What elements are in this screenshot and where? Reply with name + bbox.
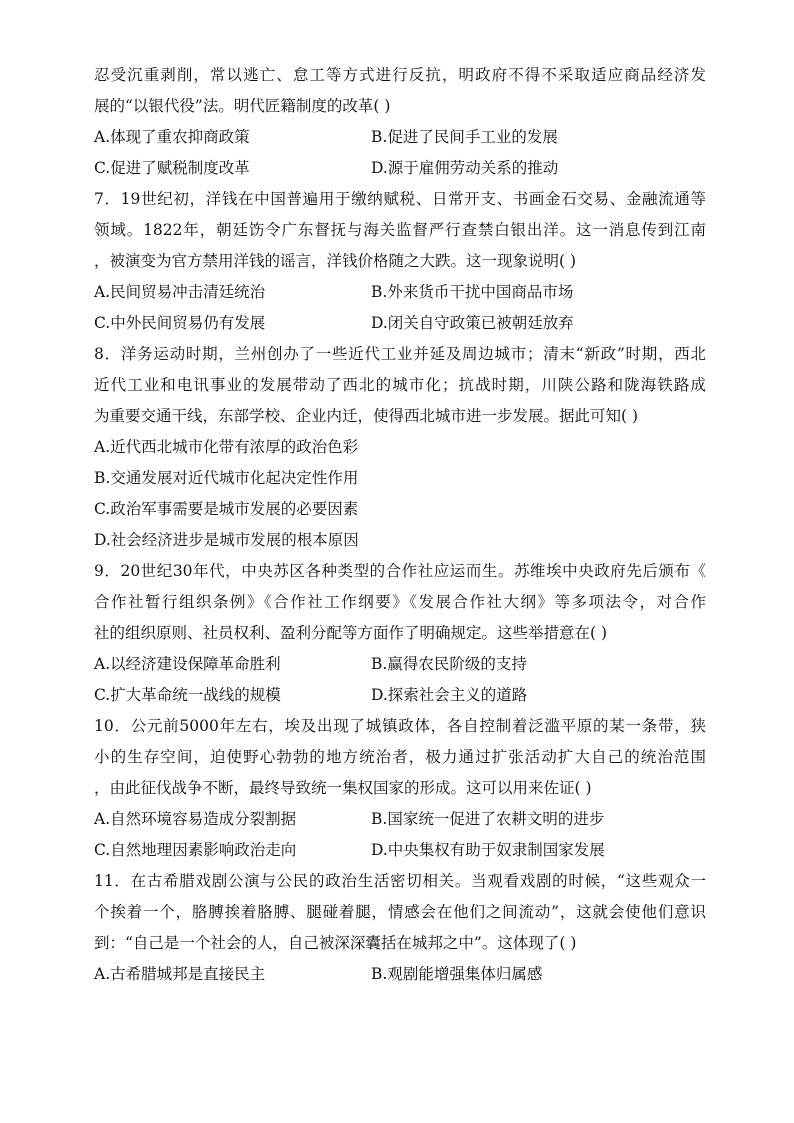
- question-stem-line: 为重要交通干线，东部学校、企业内迁，使得西北城市进一步发展。据此可知( ): [94, 407, 639, 425]
- option-a[interactable]: A.近代西北城市化带有浓厚的政治色彩: [94, 438, 359, 456]
- question-stem-line: 个挨着一个，胳膊挨着胳膊、腿碰着腿，情感会在他们之间流动”，这就会使他们意识: [94, 903, 706, 921]
- exam-page: [94, 60, 706, 990]
- option-a[interactable]: A.以经济建设保障革命胜利: [94, 655, 281, 673]
- option-d[interactable]: D.社会经济进步是城市发展的根本原因: [94, 531, 359, 549]
- question-stem-line: 社的组织原则、社员权利、盈利分配等方面作了明确规定。这些举措意在( ): [94, 624, 608, 642]
- option-c[interactable]: C.中外民间贸易仍有发展: [94, 314, 266, 332]
- question-stem-line: 忍受沉重剥削，常以逃亡、怠工等方式进行反抗，明政府不得不采取适应商品经济发: [94, 66, 706, 84]
- option-a[interactable]: A.体现了重农抑商政策: [94, 128, 250, 146]
- option-b[interactable]: B.赢得农民阶级的支持: [371, 655, 527, 673]
- question-11: [94, 866, 706, 990]
- question-10: [94, 711, 706, 866]
- question-stem-line: ，由此征伐战争不断，最终导致统一集权国家的形成。这可以用来佐证( ): [94, 779, 592, 797]
- question-8: [94, 339, 706, 556]
- option-b[interactable]: B.观剧能增强集体归属感: [371, 965, 543, 983]
- option-row: [94, 649, 706, 680]
- question-stem-line: 8．洋务运动时期，兰州创办了一些近代工业并延及周边城市；清末“新政”时期，西北: [94, 345, 706, 363]
- option-d[interactable]: D.源于雇佣劳动关系的推动: [371, 159, 559, 177]
- option-c[interactable]: C.自然地理因素影响政治走向: [94, 841, 297, 859]
- option-row: [94, 153, 706, 184]
- question-stem-line: 近代工业和电讯事业的发展带动了西北的城市化；抗战时期，川陕公路和陇海铁路成: [94, 376, 706, 394]
- option-b[interactable]: B.交通发展对近代城市化起决定性作用: [94, 469, 359, 487]
- question-stem-line: 10．公元前5000年左右，埃及出现了城镇政体，各自控制着泛滥平原的某一条带，狭: [94, 717, 706, 735]
- option-c[interactable]: C.政治军事需要是城市发展的必要因素: [94, 500, 359, 518]
- question-stem-line: 展的“以银代役”法。明代匠籍制度的改革( ): [94, 97, 391, 115]
- option-a[interactable]: A.民间贸易冲击清廷统治: [94, 283, 266, 301]
- option-row: [94, 959, 706, 990]
- option-c[interactable]: C.扩大革命统一战线的规模: [94, 686, 281, 704]
- question-7: [94, 184, 706, 339]
- option-row: [94, 680, 706, 711]
- question-stem-line: 领域。1822年，朝廷饬令广东督抚与海关监督严行查禁白银出洋。这一消息传到江南: [94, 221, 706, 239]
- option-row: [94, 277, 706, 308]
- question-stem-line: 11．在古希腊戏剧公演与公民的政治生活密切相关。当观看戏剧的时候，“这些观众一: [94, 872, 706, 890]
- question-stem-line: ，被演变为官方禁用洋钱的谣言，洋钱价格随之大跌。这一现象说明( ): [94, 252, 577, 270]
- question-stem-line: 合作社暂行组织条例》《合作社工作纲要》《发展合作社大纲》等多项法令，对合作: [94, 593, 706, 611]
- option-b[interactable]: B.外来货币干扰中国商品市场: [371, 283, 574, 301]
- option-a[interactable]: A.自然环境容易造成分裂割据: [94, 810, 297, 828]
- question-stem-line: 7．19世纪初，洋钱在中国普遍用于缴纳赋税、日常开支、书画金石交易、金融流通等: [94, 190, 706, 208]
- question-6: [94, 60, 706, 184]
- option-c[interactable]: C.促进了赋税制度改革: [94, 159, 250, 177]
- question-9: [94, 556, 706, 711]
- option-d[interactable]: D.中央集权有助于奴隶制国家发展: [371, 841, 605, 859]
- question-stem-line: 小的生存空间，迫使野心勃勃的地方统治者，极力通过扩张活动扩大自己的统治范围: [94, 748, 706, 766]
- question-stem-line: 9．20世纪30年代，中央苏区各种类型的合作社应运而生。苏维埃中央政府先后颁布《: [94, 562, 706, 580]
- option-row: [94, 804, 706, 835]
- option-row: [94, 835, 706, 866]
- option-b[interactable]: B.国家统一促进了农耕文明的进步: [371, 810, 605, 828]
- question-stem-line: 到：“自己是一个社会的人，自己被深深囊括在城邦之中”。这体现了( ): [94, 934, 577, 952]
- option-row: [94, 122, 706, 153]
- option-row: [94, 308, 706, 339]
- option-d[interactable]: D.闭关自守政策已被朝廷放弃: [371, 314, 574, 332]
- option-a[interactable]: A.古希腊城邦是直接民主: [94, 965, 266, 983]
- option-b[interactable]: B.促进了民间手工业的发展: [371, 128, 558, 146]
- option-d[interactable]: D.探索社会主义的道路: [371, 686, 528, 704]
